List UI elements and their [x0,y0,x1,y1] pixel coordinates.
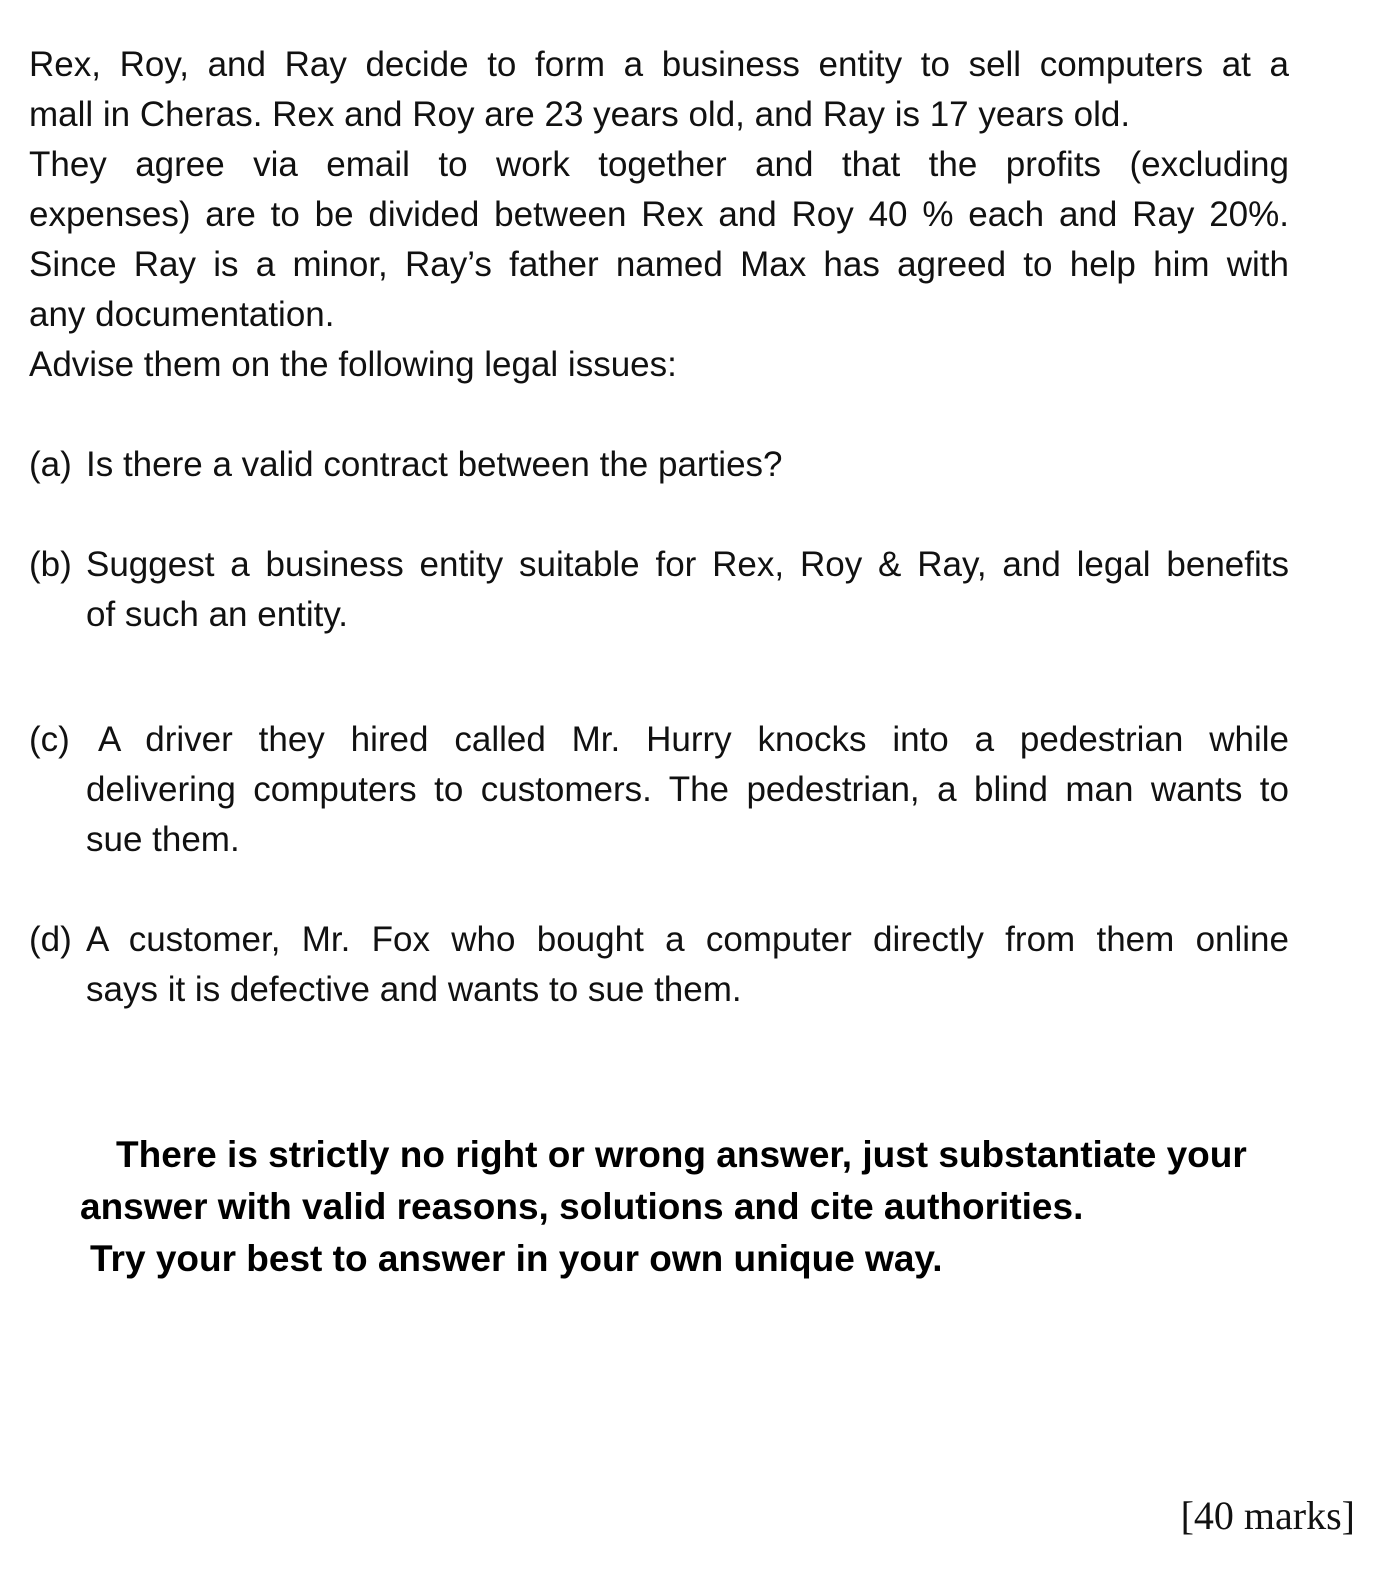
question-c-line-2: delivering computers to customers. The pedestrian, a blind man wants to [86,770,1289,809]
question-c-label: (c) [29,720,70,759]
question-c-line-1: A driver they hired called Mr. Hurry knocks into a pedestrian while [98,720,1289,759]
question-a-label: (a) [29,445,72,484]
advise-prompt: Advise them on the following legal issues: [29,345,677,384]
note-line-3: Try your best to answer in your own unique way. [90,1238,943,1279]
note-line-2: answer with valid reasons, solutions and cite authorities. [80,1186,1084,1227]
question-c-line-3: sue them. [86,820,240,859]
question-d-label: (d) [29,920,72,959]
question-d-line-2: says it is defective and wants to sue them. [86,970,742,1009]
question-a-line-1: Is there a valid contract between the parties? [86,445,783,484]
question-b-line-1: Suggest a business entity suitable for Rex, Roy & Ray, and legal benefits [86,545,1289,584]
question-d-line-1: A customer, Mr. Fox who bought a computer directly from them online [86,920,1289,959]
intro-line-5: Since Ray is a minor, Ray’s father named Max has agreed to help him with [29,245,1289,284]
marks-label: [40 marks] [1180,1493,1355,1538]
question-b-label: (b) [29,545,72,584]
intro-line-1: Rex, Roy, and Ray decide to form a business entity to sell computers at a [29,45,1289,84]
intro-line-4: expenses) are to be divided between Rex and Roy 40 % each and Ray 20%. [29,195,1289,234]
intro-line-2: mall in Cheras. Rex and Roy are 23 years old, and Ray is 17 years old. [29,95,1131,134]
question-b-line-2: of such an entity. [86,595,349,634]
intro-line-6: any documentation. [29,295,335,334]
intro-line-3: They agree via email to work together and that the profits (excluding [29,145,1289,184]
note-line-1: There is strictly no right or wrong answer, just substantiate your [116,1134,1247,1175]
